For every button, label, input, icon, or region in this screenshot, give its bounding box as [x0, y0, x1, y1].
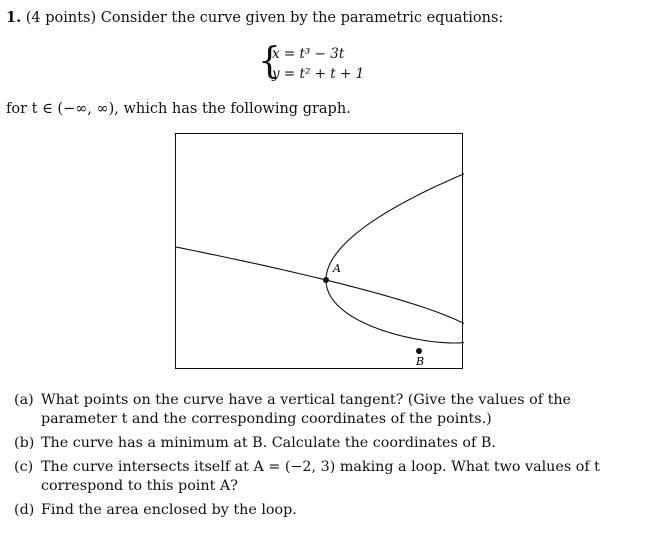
point-a-label: A: [333, 262, 341, 275]
parametric-curve: [176, 165, 464, 343]
point-a-dot: [323, 277, 329, 283]
question-label: (c): [14, 459, 34, 475]
problem-points: (4 points): [25, 10, 97, 26]
question-text: Find the area enclosed by the loop.: [41, 502, 297, 518]
curve-graph: [175, 133, 463, 369]
question-c: [14, 458, 634, 496]
question-text: What points on the curve have a vertical tangent? (Give the values of the parameter t and the corresponding coordinates of the points.): [41, 392, 571, 427]
question-list: [14, 391, 634, 525]
question-d: [14, 501, 634, 520]
equation-y: y = t² + t + 1: [272, 66, 365, 82]
equation-x: x = t³ − 3t: [272, 46, 345, 62]
question-text: The curve has a minimum at B. Calculate the coordinates of B.: [41, 435, 496, 451]
question-label: (d): [14, 502, 35, 518]
point-b-label: B: [416, 355, 425, 368]
problem-intro: Consider the curve given by the parametric equations:: [100, 10, 504, 26]
question-b: [14, 434, 634, 453]
domain-text: for t ∈ (−∞, ∞), which has the following graph.: [6, 101, 351, 117]
problem-heading: [6, 9, 503, 26]
system-brace: {: [258, 41, 281, 82]
question-label: (b): [14, 435, 35, 451]
problem-number: 1.: [6, 9, 22, 26]
question-a: [14, 391, 634, 429]
question-label: (a): [14, 392, 34, 408]
parametric-system: [258, 42, 418, 86]
question-text: The curve intersects itself at A = (−2, 3) making a loop. What two values of t correspond to this point A?: [41, 459, 600, 494]
point-b-dot: [416, 348, 422, 354]
curve-svg: [176, 134, 464, 370]
